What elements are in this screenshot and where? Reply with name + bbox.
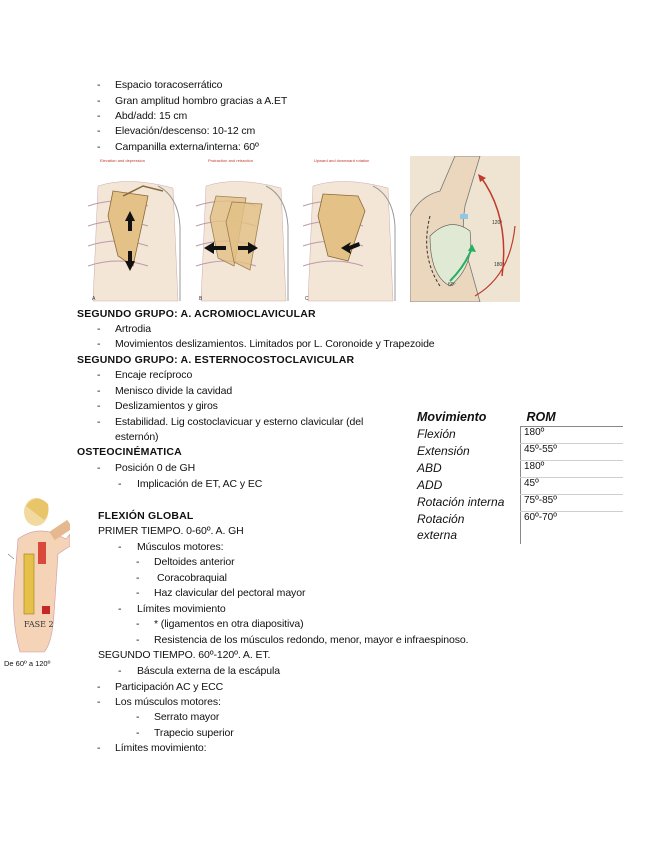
list-item: Deslizamientos y giros xyxy=(115,400,218,412)
movement-cell: ADD xyxy=(417,477,443,492)
list-item: Campanilla externa/interna: 60º xyxy=(115,141,259,153)
list-item: Participación AC y ECC xyxy=(115,681,224,693)
phase-title: PRIMER TIEMPO. 0-60º. A. GH xyxy=(98,525,244,537)
bullet-dash: - xyxy=(97,369,101,381)
table-row xyxy=(414,495,623,512)
movement-cell: Rotación xyxy=(417,511,465,526)
list-item: Encaje recíproco xyxy=(115,369,193,381)
list-item: Abd/add: 15 cm xyxy=(115,110,188,122)
bullet-dash: - xyxy=(97,742,101,754)
list-item: Movimientos deslizamientos. Limitados por L. Coronoide y Trapezoide xyxy=(115,338,435,350)
col-header-rom: ROM xyxy=(521,410,624,427)
rom-cell: 45º-55º xyxy=(521,444,624,461)
table-row xyxy=(414,512,623,529)
angle-label: 60º xyxy=(448,282,456,288)
movement-cell: Extensión xyxy=(417,443,470,458)
bullet-dash: - xyxy=(97,79,101,91)
list-subitem: Serrato mayor xyxy=(154,711,220,723)
bullet-dash: - xyxy=(136,711,140,723)
movement-cell: externa xyxy=(417,528,458,542)
fase-label: FASE 2 xyxy=(24,620,54,629)
bullet-dash: - xyxy=(118,665,122,677)
fase-illustration xyxy=(8,494,70,659)
bullet-dash: - xyxy=(136,587,140,599)
list-subitem: Deltoides anterior xyxy=(154,556,235,568)
fase-figure xyxy=(4,494,70,672)
list-item: Artrodia xyxy=(115,323,151,335)
table-row xyxy=(414,427,623,444)
rom-cell: 60º-70º xyxy=(521,512,624,529)
table-header-row xyxy=(414,410,623,427)
col-header-movimiento: Movimiento xyxy=(417,410,487,424)
bullet-dash: - xyxy=(97,338,101,350)
list-item-continuation: esternón) xyxy=(115,431,159,443)
list-item: Estabilidad. Lig costoclavicuar y esterno clavicular (del xyxy=(115,416,364,428)
bullet-dash: - xyxy=(97,696,101,708)
bullet-dash: - xyxy=(97,416,101,428)
bullet-dash: - xyxy=(97,141,101,153)
table-row xyxy=(414,528,623,544)
fase-caption: De 60º a 120º xyxy=(4,659,51,668)
angle-label: 180º xyxy=(494,262,505,268)
bullet-dash: - xyxy=(97,125,101,137)
figure-caption: Upward and downward rotation xyxy=(314,158,370,163)
list-subitem: Trapecio superior xyxy=(154,727,234,739)
list-item: Límites movimiento: xyxy=(115,742,207,754)
scapula-movements-figure xyxy=(88,158,403,304)
list-item: Espacio toracoserrático xyxy=(115,79,223,91)
table-row xyxy=(414,444,623,461)
movement-cell: Rotación interna xyxy=(417,494,505,509)
list-subitem: Coracobraquial xyxy=(157,572,227,584)
list-item: Elevación/descenso: 10-12 cm xyxy=(115,125,256,137)
panel-label: A xyxy=(92,296,96,302)
section-heading: OSTEOCINÉMATICA xyxy=(77,446,182,458)
bullet-dash: - xyxy=(97,681,101,693)
bullet-dash: - xyxy=(136,727,140,739)
section-heading: FLEXIÓN GLOBAL xyxy=(98,510,194,522)
table-row xyxy=(414,478,623,495)
list-item: Báscula externa de la escápula xyxy=(137,665,280,677)
list-item: Posición 0 de GH xyxy=(115,462,196,474)
list-subitem: Haz clavicular del pectoral mayor xyxy=(154,587,306,599)
bullet-dash: - xyxy=(136,572,140,584)
arm-elevation-figure xyxy=(410,156,520,302)
list-subitem: * (ligamentos en otra diapositiva) xyxy=(154,618,304,630)
bullet-dash: - xyxy=(97,323,101,335)
bullet-dash: - xyxy=(97,400,101,412)
section-heading: SEGUNDO GRUPO: A. ESTERNOCOSTOCLAVICULAR xyxy=(77,354,355,366)
movement-cell: ABD xyxy=(417,460,442,475)
list-item: Gran amplitud hombro gracias a A.ET xyxy=(115,95,288,107)
phase-title: SEGUNDO TIEMPO. 60º-120º. A. ET. xyxy=(98,649,271,661)
panel-label: B xyxy=(199,296,203,302)
movement-cell: Flexión xyxy=(417,426,456,441)
bullet-dash: - xyxy=(97,110,101,122)
bullet-dash: - xyxy=(118,541,122,553)
bullet-dash: - xyxy=(97,385,101,397)
angle-label: 120º xyxy=(492,220,503,226)
list-item: Límites movimiento xyxy=(137,603,226,615)
arm-elevation-illustration xyxy=(410,156,520,302)
bullet-dash: - xyxy=(118,478,122,490)
rom-cell: 180º xyxy=(521,461,624,478)
figure-caption: Protraction and retraction xyxy=(208,158,253,163)
scapula-illustration xyxy=(88,158,403,304)
bullet-dash: - xyxy=(97,462,101,474)
rom-table xyxy=(414,410,623,544)
bullet-dash: - xyxy=(136,618,140,630)
list-subitem: Resistencia de los músculos redondo, menor, mayor e infraespinoso. xyxy=(154,634,469,646)
section-heading: SEGUNDO GRUPO: A. ACROMIOCLAVICULAR xyxy=(77,308,316,320)
list-item: Músculos motores: xyxy=(137,541,224,553)
bullet-dash: - xyxy=(97,95,101,107)
rom-cell xyxy=(521,528,624,544)
bullet-dash: - xyxy=(136,634,140,646)
list-item: Los músculos motores: xyxy=(115,696,221,708)
rom-cell: 75º-85º xyxy=(521,495,624,512)
panel-label: C xyxy=(305,296,309,302)
list-subitem: Implicación de ET, AC y EC xyxy=(137,478,263,490)
table-row xyxy=(414,461,623,478)
list-item: Menisco divide la cavidad xyxy=(115,385,233,397)
rom-cell: 180º xyxy=(521,427,624,444)
figure-caption: Elevation and depression xyxy=(100,158,145,163)
bullet-dash: - xyxy=(136,556,140,568)
rom-cell: 45º xyxy=(521,478,624,495)
bullet-dash: - xyxy=(118,603,122,615)
